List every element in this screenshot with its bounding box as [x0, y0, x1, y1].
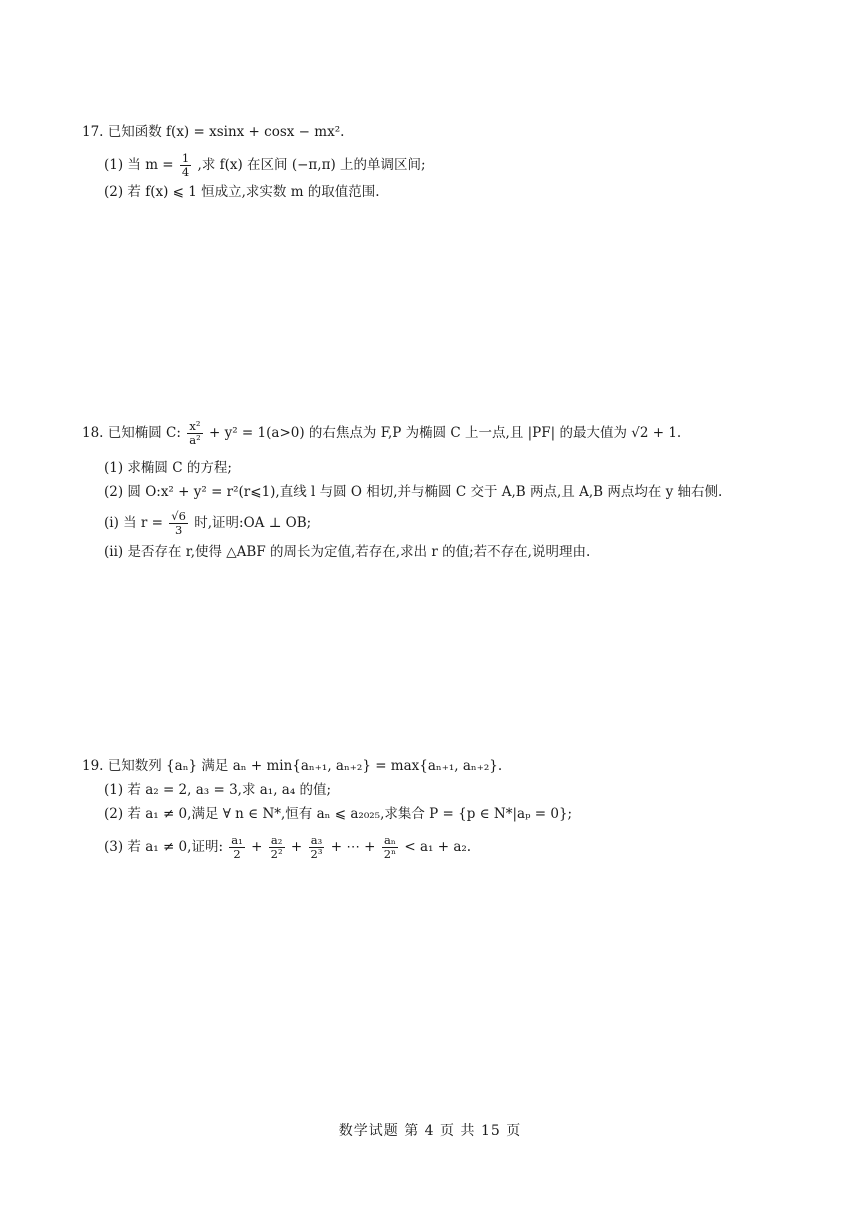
q18-part-2-i-prefix: (i) 当 r = — [104, 515, 163, 531]
fraction-numerator: a₁ — [231, 833, 243, 847]
fraction-sqrt6-over-3 — [169, 510, 188, 537]
q19-stem: 19. 已知数列 {aₙ} 满足 aₙ + min{aₙ₊₁, aₙ₊₂} = max{aₙ₊₁, aₙ₊₂}. — [82, 758, 503, 774]
fraction-denominator: a² — [189, 433, 201, 447]
q18-part-2: (2) 圆 O:x² + y² = r²(r⩽1),直线 l 与圆 O 相切,并与椭圆 C 交于 A,B 两点,且 A,B 两点均在 y 轴右侧. — [104, 484, 723, 500]
fraction-numerator: 1 — [181, 151, 190, 165]
q18-stem — [82, 420, 681, 447]
q17-part-1-suffix: ,求 f(x) 在区间 (−π,π) 上的单调区间; — [197, 157, 426, 173]
fraction-denominator: 3 — [174, 523, 183, 537]
q19-part-3-prefix: (3) 若 a₁ ≠ 0,证明: — [104, 839, 223, 855]
fraction-denominator: 4 — [181, 165, 190, 179]
fraction-denominator: 2³ — [310, 847, 323, 861]
ellipsis-sum: + ⋯ + — [330, 839, 376, 855]
fraction-denominator: 2 — [233, 847, 241, 861]
q17-stem: 17. 已知函数 f(x) = xsinx + cosx − mx². — [82, 124, 345, 140]
q19-part-3-suffix: < a₁ + a₂. — [404, 839, 472, 855]
q18-part-2-ii: (ii) 是否存在 r,使得 △ABF 的周长为定值,若存在,求出 r 的值;若不存在,说明理由. — [104, 544, 591, 560]
fraction-a2-over-2-squared — [269, 834, 285, 861]
q18-stem-suffix: + y² = 1(a>0) 的右焦点为 F,P 为椭圆 C 上一点,且 |PF| 的最大值为 √2 + 1. — [209, 425, 682, 441]
q18-part-2-i-suffix: 时,证明:OA ⊥ OB; — [194, 515, 312, 531]
q18-part-1: (1) 求椭圆 C 的方程; — [104, 460, 232, 476]
plus-sign: + — [290, 839, 303, 855]
fraction-an-over-2-n — [382, 834, 398, 861]
fraction-a3-over-2-cubed — [309, 834, 325, 861]
q17-part-1-prefix: (1) 当 m = — [104, 157, 174, 173]
q18-stem-prefix: 18. 已知椭圆 C: — [82, 425, 181, 441]
fraction-denominator: 2² — [270, 847, 283, 861]
fraction-numerator: a₃ — [309, 834, 325, 848]
fraction-a1-over-2 — [229, 834, 244, 861]
q17-part-2: (2) 若 f(x) ⩽ 1 恒成立,求实数 m 的取值范围. — [104, 184, 380, 200]
plus-sign: + — [251, 839, 263, 855]
fraction-denominator: 2ⁿ — [383, 847, 397, 861]
q19-part-2: (2) 若 a₁ ≠ 0,满足 ∀ n ∈ N*,恒有 aₙ ⩽ a₂₀₂₅,求集合 P = {p ∈ N*|aₚ = 0}; — [104, 806, 573, 822]
fraction-one-quarter — [180, 152, 191, 179]
fraction-numerator: a₂ — [269, 834, 285, 848]
q17-part-1 — [104, 152, 426, 179]
q19-part-3 — [104, 834, 471, 861]
page-footer: 数学试题 第 4 页 共 15 页 — [338, 1123, 522, 1139]
fraction-numerator: √6 — [171, 509, 186, 523]
fraction-x2-over-a2 — [187, 420, 202, 447]
fraction-numerator: x² — [187, 420, 202, 434]
fraction-numerator: aₙ — [382, 834, 398, 848]
q18-part-2-i — [104, 510, 311, 537]
q19-part-1: (1) 若 a₂ = 2, a₃ = 3,求 a₁, a₄ 的值; — [104, 782, 332, 798]
